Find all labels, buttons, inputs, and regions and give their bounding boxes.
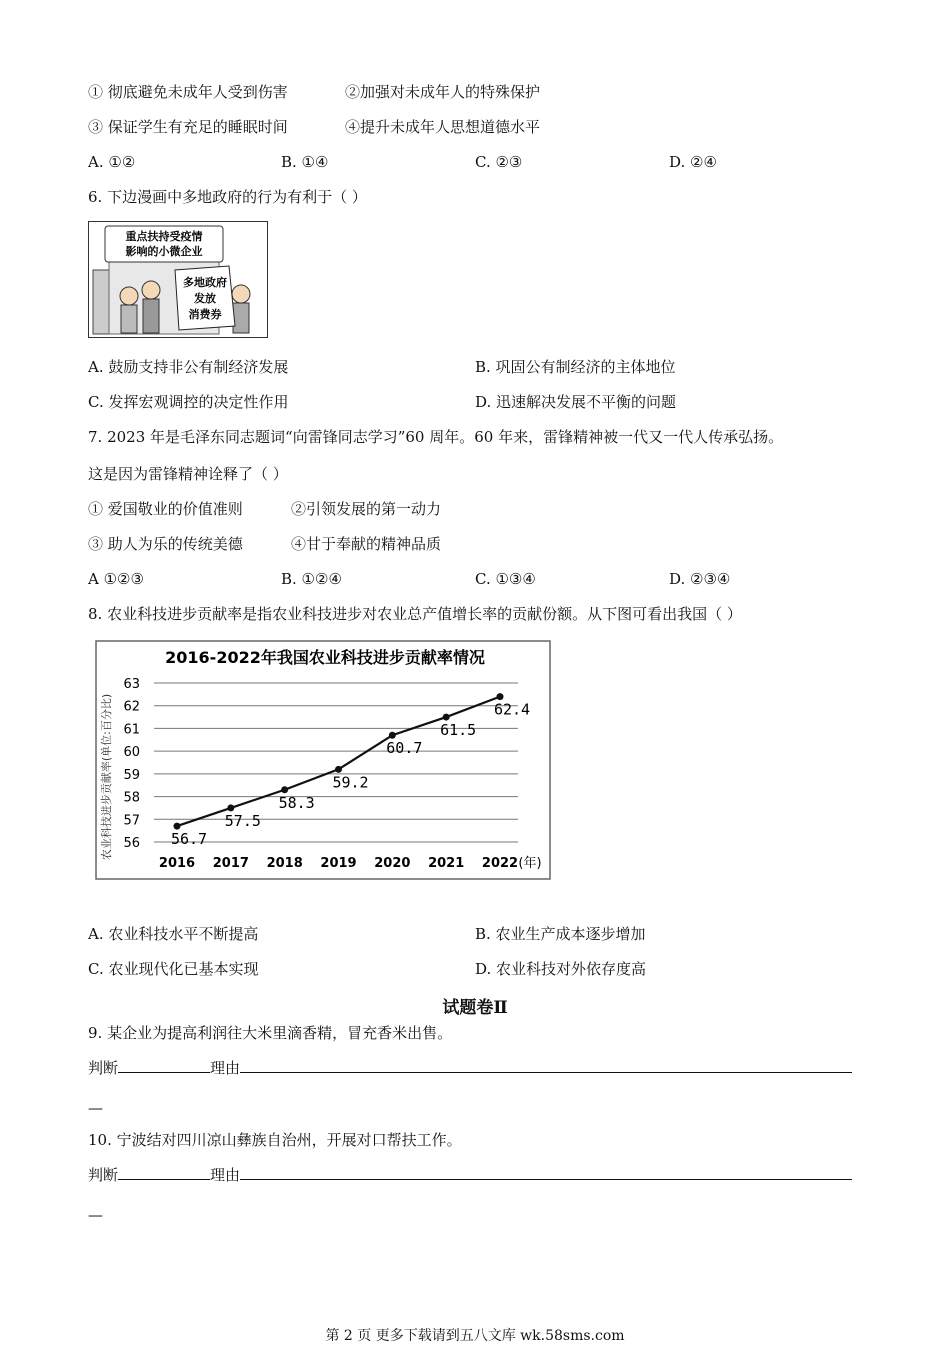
q8-option-c: C. 农业现代化已基本实现 <box>88 960 259 978</box>
q5-statement-1: ① 彻底避免未成年人受到伤害 <box>88 83 288 101</box>
chart-x-tick-label: 2022 <box>481 856 519 871</box>
q7-statement-2: ②引领发展的第一动力 <box>291 500 442 518</box>
q7-statement-3: ③ 助人为乐的传统美德 <box>88 535 243 553</box>
chart-y-tick-label: 63 <box>123 677 140 692</box>
q5-option-b: B. ①④ <box>281 153 329 171</box>
cartoon-sign-line2: 发放 <box>194 292 216 305</box>
q7-stem-line1: 7. 2023 年是毛泽东同志题词“向雷锋同志学习”60 周年。60 年来，雷锋精神被一代又一代人传承弘扬。 <box>88 428 784 446</box>
chart-x-tick-label: 2019 <box>320 856 357 871</box>
chart-data-point <box>443 714 450 721</box>
q10-stem: 10. 宁波结对四川凉山彝族自治州，开展对口帮扶工作。 <box>88 1131 462 1149</box>
chart-y-tick-label: 57 <box>123 813 140 829</box>
chart-data-point <box>174 823 181 830</box>
q10-judge-blank[interactable] <box>118 1165 210 1180</box>
chart-x-tick-label: 2016 <box>158 856 196 871</box>
chart-y-tick-label: 60 <box>123 745 140 761</box>
q8-option-a: A. 农业科技水平不断提高 <box>88 925 259 943</box>
chart-data-point <box>227 804 234 811</box>
q6-option-d: D. 迅速解决发展不平衡的问题 <box>475 393 677 411</box>
q7-stem-line2: 这是因为雷锋精神诠释了（ ） <box>88 465 288 483</box>
q5-statement-4: ④提升未成年人思想道德水平 <box>345 118 541 136</box>
q6-cartoon <box>88 221 268 338</box>
page-footer: 第 2 页 更多下载请到五八文库 wk.58sms.com <box>325 1328 625 1344</box>
cartoon-sign-line1: 多地政府 <box>183 276 227 289</box>
q6-stem: 6. 下边漫画中多地政府的行为有利于（ ） <box>88 188 367 206</box>
chart-y-axis-label: 农业科技进步贡献率(单位:百分比) <box>100 693 113 861</box>
q10-judge-label: 判断 <box>88 1166 119 1184</box>
chart-x-tick-label: 2020 <box>374 856 411 871</box>
chart-x-axis-label: (年) <box>518 856 542 871</box>
chart-data-point <box>389 732 396 739</box>
q5-option-d: D. ②④ <box>669 153 717 171</box>
chart-data-label: 59.2 <box>332 773 369 792</box>
chart-data-label: 61.5 <box>440 721 477 740</box>
q7-option-b: B. ①②④ <box>281 570 342 588</box>
q7-option-d: D. ②③④ <box>669 570 731 588</box>
q7-option-a: A ①②③ <box>88 570 144 588</box>
q10-reason-blank[interactable] <box>240 1165 852 1180</box>
q5-option-c: C. ②③ <box>475 153 523 171</box>
q7-option-c: C. ①③④ <box>475 570 536 588</box>
chart-x-tick-label: 2021 <box>428 856 465 871</box>
chart-y-tick-label: 62 <box>123 699 140 715</box>
chart-data-point <box>335 766 342 773</box>
cartoon-banner-line2: 影响的小微企业 <box>125 245 203 258</box>
q6-option-c: C. 发挥宏观调控的决定性作用 <box>88 393 289 411</box>
q10-trail: — <box>88 1206 103 1224</box>
chart-x-tick-label: 2018 <box>266 856 303 871</box>
q9-judge-blank[interactable] <box>118 1058 210 1073</box>
chart-y-tick-label: 59 <box>123 767 140 783</box>
chart-data-label: 58.3 <box>278 793 315 812</box>
q7-statement-1: ① 爱国敬业的价值准则 <box>88 500 243 518</box>
chart-y-tick-label: 58 <box>123 790 140 806</box>
chart-data-label: 56.7 <box>170 830 208 849</box>
cartoon-banner-line1: 重点扶持受疫情 <box>125 230 203 243</box>
q8-stem: 8. 农业科技进步贡献率是指农业科技进步对农业总产值增长率的贡献份额。从下图可看出我国（ ） <box>88 605 742 623</box>
q5-statement-3: ③ 保证学生有充足的睡眠时间 <box>88 118 288 136</box>
q8-line-chart <box>92 637 554 883</box>
section-2-title: 试题卷Ⅱ <box>442 998 508 1018</box>
chart-title: 2016-2022年我国农业科技进步贡献率情况 <box>165 648 485 667</box>
q6-option-b: B. 巩固公有制经济的主体地位 <box>475 358 676 376</box>
q9-trail: — <box>88 1099 103 1117</box>
q9-judge-label: 判断 <box>88 1059 119 1077</box>
cartoon-sign-line3: 消费券 <box>188 308 222 321</box>
q9-reason-label: 理由 <box>210 1059 241 1077</box>
chart-data-point <box>497 693 504 700</box>
q5-statement-2: ②加强对未成年人的特殊保护 <box>345 83 541 101</box>
chart-y-tick-label: 61 <box>123 722 140 738</box>
q10-answer-line <box>88 1165 852 1185</box>
q9-stem: 9. 某企业为提高利润往大米里滴香精，冒充香米出售。 <box>88 1024 453 1042</box>
q6-option-a: A. 鼓励支持非公有制经济发展 <box>88 358 289 376</box>
chart-data-label: 57.5 <box>224 811 261 830</box>
q8-option-b: B. 农业生产成本逐步增加 <box>475 925 646 943</box>
q9-answer-line <box>88 1058 852 1078</box>
q7-statement-4: ④甘于奉献的精神品质 <box>291 535 442 553</box>
chart-x-tick-label: 2017 <box>212 856 249 871</box>
q8-option-d: D. 农业科技对外依存度高 <box>475 960 647 978</box>
chart-data-point <box>281 786 288 793</box>
q9-reason-blank[interactable] <box>240 1058 852 1073</box>
chart-y-tick-label: 56 <box>123 836 140 851</box>
q5-option-a: A. ①② <box>88 153 136 171</box>
chart-data-label: 62.4 <box>493 700 531 719</box>
chart-data-label: 60.7 <box>386 739 423 758</box>
q10-reason-label: 理由 <box>210 1166 241 1184</box>
